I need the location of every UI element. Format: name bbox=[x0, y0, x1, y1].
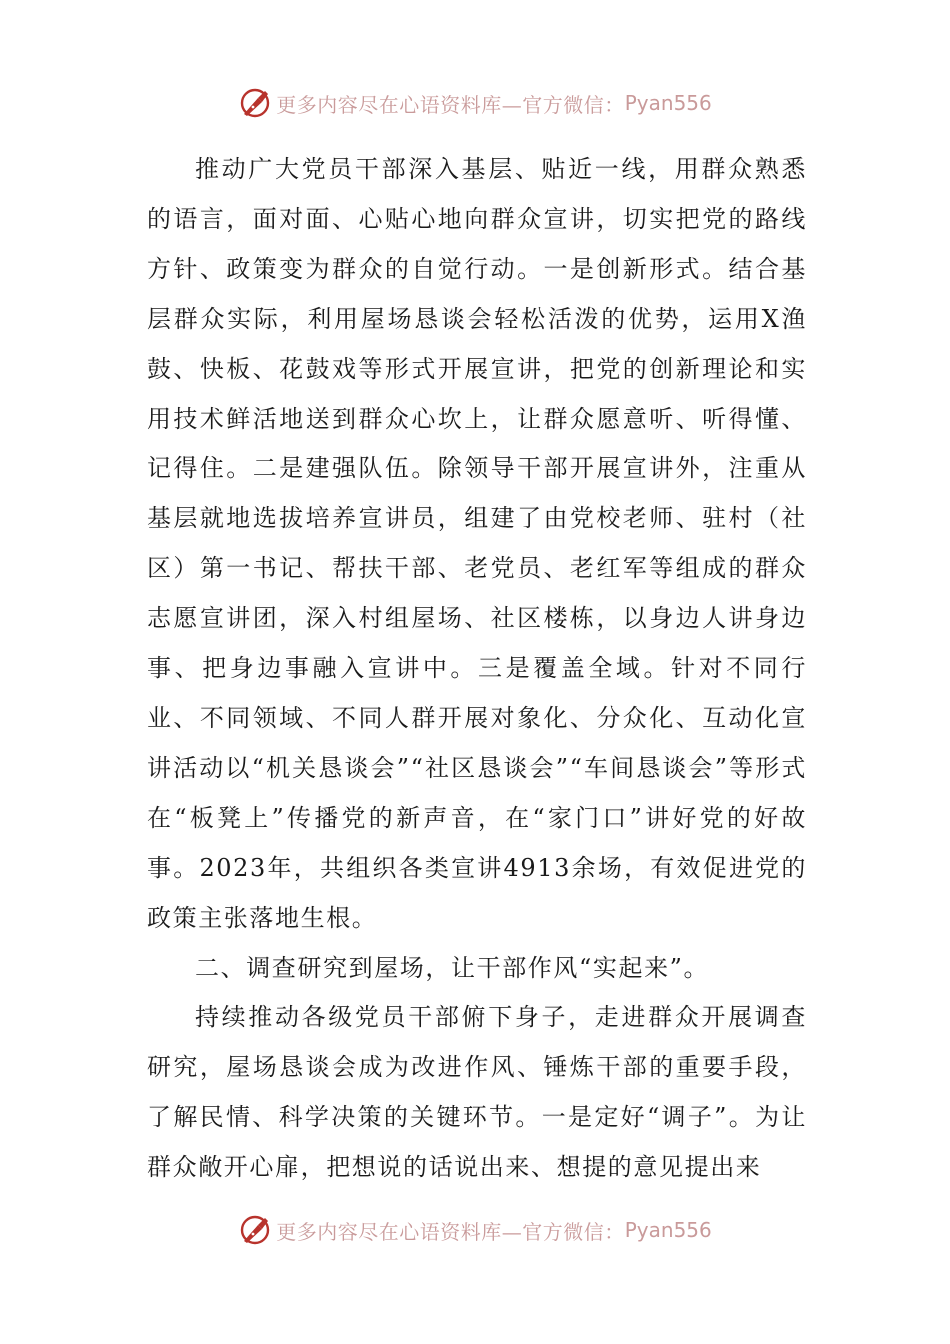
section-heading: 二、调查研究到屋场，让干部作风“实起来”。 bbox=[195, 953, 710, 982]
document-body bbox=[147, 145, 807, 1193]
watermark-handle: Pyan556 bbox=[624, 1218, 712, 1242]
watermark-text: 更多内容尽在心语资料库—官方微信： bbox=[276, 92, 625, 117]
body-paragraph: 持续推动各级党员干部俯下身子，走进群众开展调查研究，屋场恳谈会成为改进作风、锤炼干部的重要手段，了解民情、科学决策的关键环节。一是定好“调子”。为让群众敞开心扉，把想说的话说出来、想提的意见提出来 bbox=[147, 1003, 807, 1182]
pen-nib-circle-icon bbox=[238, 86, 272, 120]
watermark-text: 更多内容尽在心语资料库—官方微信： bbox=[276, 1219, 625, 1244]
watermark-handle: Pyan556 bbox=[624, 91, 712, 115]
header-watermark bbox=[0, 83, 950, 123]
footer-watermark bbox=[0, 1210, 950, 1250]
pen-nib-circle-icon bbox=[238, 1213, 272, 1247]
body-paragraph: 推动广大党员干部深入基层、贴近一线，用群众熟悉的语言，面对面、心贴心地向群众宣讲，切实把党的路线方针、政策变为群众的自觉行动。一是创新形式。结合基层群众实际，利用屋场恳谈会轻松活泼的优势，运用X渔鼓、快板、花鼓戏等形式开展宣讲，把党的创新理论和实用技术鲜活地送到群众心坎上，让群众愿意听、听得懂、记得住。二是建强队伍。除领导干部开展宣讲外，注重从基层就地选拔培养宣讲员，组建了由党校老师、驻村（社区）第一书记、帮扶干部、老党员、老红军等组成的群众志愿宣讲团，深入村组屋场、社区楼栋，以身边人讲身边事、把身边事融入宣讲中。三是覆盖全域。针对不同行业、不同领域、不同人群开展对象化、分众化、互动化宣讲活动以“机关恳谈会”“社区恳谈会”“车间恳谈会”等形式在“板凳上”传播党的新声音，在“家门口”讲好党的好故事。2023年，共组织各类宣讲4913余场，有效促进党的政策主张落地生根。 bbox=[147, 155, 807, 932]
